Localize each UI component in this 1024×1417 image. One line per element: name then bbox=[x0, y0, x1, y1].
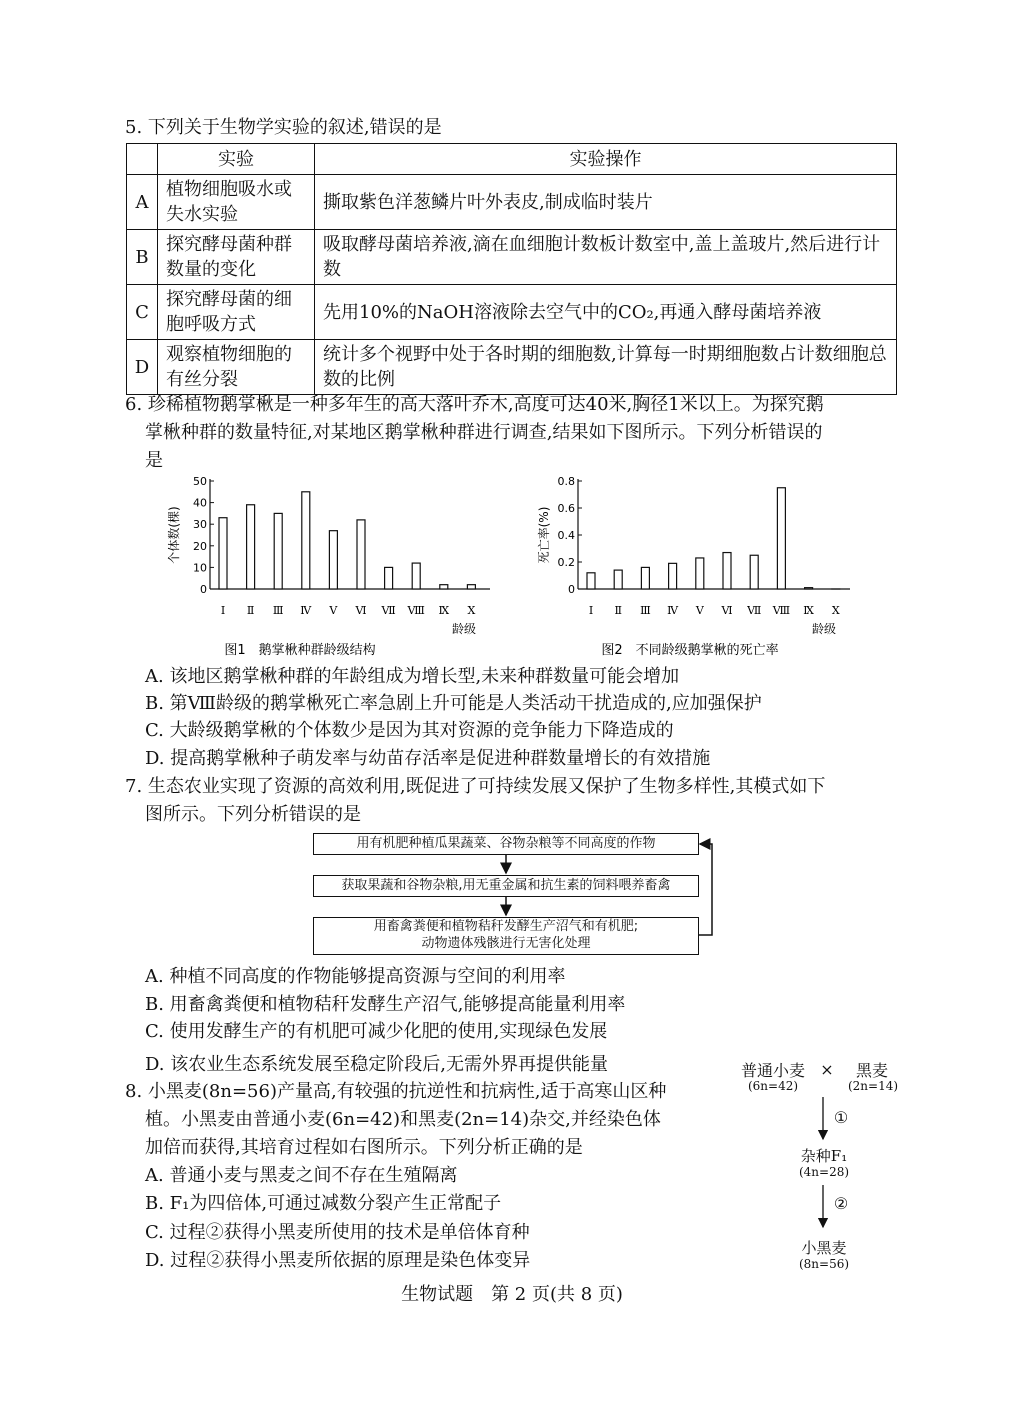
q8-option-c: C. 过程②获得小黑麦所使用的技术是单倍体育种 bbox=[145, 1222, 530, 1243]
bar bbox=[614, 570, 622, 589]
x-tick-label: Ⅶ bbox=[381, 604, 396, 617]
y-tick-label: 0.6 bbox=[557, 502, 575, 515]
bar bbox=[587, 573, 595, 589]
x-tick-label: Ⅲ bbox=[272, 604, 284, 617]
bar bbox=[219, 518, 227, 589]
parent2-label: 黑麦 bbox=[855, 1061, 888, 1080]
x-tick-label: Ⅴ bbox=[695, 604, 704, 617]
x-tick-label: Ⅱ bbox=[614, 604, 622, 617]
q6-option-b: B. 第Ⅷ龄级的鹅掌楸死亡率急剧上升可能是人类活动干扰造成的,应加强保护 bbox=[145, 693, 762, 714]
flow-box-3-line2: 动物遗体残骸进行无害化处理 bbox=[421, 936, 591, 951]
table-row bbox=[127, 175, 897, 230]
f1-chromosomes: (4n=28) bbox=[798, 1165, 850, 1179]
bar bbox=[805, 588, 813, 589]
row-operation: 吸取酵母菌培养液,滴在血细胞计数板计数室中,盖上盖玻片,然后进行计数 bbox=[315, 230, 897, 285]
q8-stem-line2: 植。小黑麦由普通小麦(6n=42)和黑麦(2n=14)杂交,并经染色体 bbox=[145, 1109, 661, 1130]
bar bbox=[357, 520, 365, 589]
page-footer: 生物试题 第 2 页(共 8 页) bbox=[401, 1284, 623, 1305]
x-tick-label: Ⅰ bbox=[220, 604, 226, 617]
x-tick-label: Ⅷ bbox=[407, 604, 425, 617]
y-tick-label: 0.2 bbox=[557, 556, 575, 569]
q7-option-d: D. 该农业生态系统发展至稳定阶段后,无需外界再提供能量 bbox=[145, 1054, 608, 1075]
row-label: B bbox=[127, 230, 158, 285]
parent1-label: 普通小麦 bbox=[740, 1061, 805, 1080]
q6-option-c: C. 大龄级鹅掌楸的个体数少是因为其对资源的竞争能力下降造成的 bbox=[145, 720, 674, 741]
bar bbox=[329, 531, 337, 589]
x-tick-label: Ⅴ bbox=[329, 604, 338, 617]
x-tick-label: Ⅸ bbox=[438, 604, 450, 617]
flow-box-1: 用有机肥种植瓜果蔬菜、谷物杂粮等不同高度的作物 bbox=[313, 833, 699, 855]
bar bbox=[669, 563, 677, 589]
chart-mortality bbox=[530, 470, 870, 660]
parent2-chromosomes: (2n=14) bbox=[847, 1079, 899, 1093]
bar bbox=[696, 558, 704, 589]
x-tick-label: Ⅳ bbox=[667, 604, 679, 617]
row-label: A bbox=[127, 175, 158, 230]
bar bbox=[777, 488, 785, 589]
bar bbox=[247, 505, 255, 589]
product-label: 小黑麦 bbox=[801, 1239, 847, 1257]
bar bbox=[723, 553, 731, 589]
x-tick-label: Ⅵ bbox=[721, 604, 733, 617]
q7-option-c: C. 使用发酵生产的有机肥可减少化肥的使用,实现绿色发展 bbox=[145, 1021, 608, 1042]
table-row bbox=[127, 340, 897, 395]
x-tick-label: Ⅲ bbox=[640, 604, 651, 617]
x-tick-label: Ⅸ bbox=[803, 604, 814, 617]
table-header-experiment: 实验 bbox=[158, 144, 315, 175]
arrow-loop-icon bbox=[699, 844, 712, 935]
step1-label: ① bbox=[833, 1108, 849, 1127]
q6-stem-line3: 是 bbox=[145, 450, 163, 471]
row-experiment: 植物细胞吸水或失水实验 bbox=[158, 175, 315, 230]
chart-title: 图1 鹅掌楸种群龄级结构 bbox=[224, 643, 376, 658]
y-tick-label: 0.8 bbox=[557, 475, 575, 488]
x-tick-label: Ⅱ bbox=[246, 604, 255, 617]
f1-label: 杂种F₁ bbox=[800, 1147, 848, 1165]
product-chromosomes: (8n=56) bbox=[798, 1257, 850, 1271]
y-tick-label: 30 bbox=[193, 518, 207, 532]
x-tick-label: Ⅰ bbox=[588, 604, 594, 617]
q8-stem-line3: 加倍而获得,其培育过程如右图所示。下列分析正确的是 bbox=[145, 1137, 583, 1158]
x-tick-label: Ⅹ bbox=[467, 604, 476, 617]
y-tick-label: 0 bbox=[200, 583, 207, 596]
table-header-operation: 实验操作 bbox=[315, 144, 897, 175]
y-tick-label: 40 bbox=[193, 496, 207, 510]
q8-option-b: B. F₁为四倍体,可通过减数分裂产生正常配子 bbox=[145, 1193, 502, 1214]
table-row bbox=[127, 230, 897, 285]
q7-option-b: B. 用畜禽粪便和植物秸秆发酵生产沼气,能够提高能量利用率 bbox=[145, 994, 626, 1015]
x-tick-label: Ⅶ bbox=[747, 604, 762, 617]
q8-option-a: A. 普通小麦与黑麦之间不存在生殖隔离 bbox=[145, 1165, 458, 1186]
q7-option-a: A. 种植不同高度的作物能够提高资源与空间的利用率 bbox=[145, 966, 566, 987]
bar bbox=[274, 513, 282, 589]
bar bbox=[641, 567, 649, 589]
q6-option-a: A. 该地区鹅掌楸种群的年龄组成为增长型,未来种群数量可能会增加 bbox=[145, 666, 680, 687]
y-axis-label: 个体数(棵) bbox=[167, 506, 181, 564]
row-operation: 统计多个视野中处于各时期的细胞数,计算每一时期细胞数占计数细胞总数的比例 bbox=[315, 340, 897, 395]
x-tick-label: Ⅳ bbox=[300, 604, 312, 617]
flow-arrows bbox=[300, 830, 720, 960]
row-label: D bbox=[127, 340, 158, 395]
q7-stem-line2: 图所示。下列分析错误的是 bbox=[145, 804, 361, 825]
y-tick-label: 50 bbox=[193, 475, 207, 488]
x-axis-label: 龄级 bbox=[811, 622, 837, 636]
y-tick-label: 20 bbox=[193, 539, 207, 553]
step2-label: ② bbox=[833, 1194, 849, 1213]
row-operation: 撕取紫色洋葱鳞片叶外表皮,制成临时装片 bbox=[315, 175, 897, 230]
x-tick-label: Ⅹ bbox=[831, 604, 840, 617]
bar bbox=[440, 585, 448, 589]
row-experiment: 探究酵母菌的细胞呼吸方式 bbox=[158, 285, 315, 340]
y-tick-label: 0 bbox=[568, 583, 575, 596]
chart-age-structure bbox=[160, 470, 500, 660]
parent1-chromosomes: (6n=42) bbox=[747, 1079, 799, 1093]
y-tick-label: 10 bbox=[193, 561, 207, 575]
x-tick-label: Ⅷ bbox=[772, 604, 791, 617]
q7-stem-line1: 7. 生态农业实现了资源的高效利用,既促进了可持续发展又保护了生物多样性,其模式如下 bbox=[125, 776, 826, 797]
x-tick-label: Ⅵ bbox=[355, 604, 367, 617]
bar bbox=[385, 567, 393, 589]
bar bbox=[467, 585, 475, 589]
table-row bbox=[127, 285, 897, 340]
row-experiment: 探究酵母菌种群数量的变化 bbox=[158, 230, 315, 285]
q5-stem: 5. 下列关于生物学实验的叙述,错误的是 bbox=[125, 117, 442, 138]
q8-stem-line1: 8. 小黑麦(8n=56)产量高,有较强的抗逆性和抗病性,适于高寒山区种 bbox=[125, 1081, 667, 1102]
bar bbox=[302, 492, 310, 589]
q8-option-d: D. 过程②获得小黑麦所依据的原理是染色体变异 bbox=[145, 1250, 531, 1271]
q8-arrows bbox=[800, 1095, 850, 1245]
table-header-blank bbox=[127, 144, 158, 175]
flow-box-3-line1: 用畜禽粪便和植物秸秆发酵生产沼气和有机肥; bbox=[373, 919, 639, 934]
y-axis-label: 死亡率(%) bbox=[537, 506, 551, 564]
cross-symbol: × bbox=[820, 1060, 834, 1079]
bar bbox=[750, 555, 758, 589]
flow-box-2: 获取果蔬和谷物杂粮,用无重金属和抗生素的饲料喂养畜禽 bbox=[313, 875, 699, 897]
bar bbox=[412, 563, 420, 589]
row-experiment: 观察植物细胞的有丝分裂 bbox=[158, 340, 315, 395]
q6-option-d: D. 提高鹅掌楸种子萌发率与幼苗存活率是促进种群数量增长的有效措施 bbox=[145, 748, 711, 769]
row-operation: 先用10%的NaOH溶液除去空气中的CO₂,再通入酵母菌培养液 bbox=[315, 285, 897, 340]
chart-title: 图2 不同龄级鹅掌楸的死亡率 bbox=[601, 643, 779, 658]
x-axis-label: 龄级 bbox=[451, 622, 477, 636]
y-tick-label: 0.4 bbox=[557, 529, 575, 542]
row-label: C bbox=[127, 285, 158, 340]
q6-stem-line1: 6. 珍稀植物鹅掌楸是一种多年生的高大落叶乔木,高度可达40米,胸径1米以上。为探究鹅 bbox=[125, 394, 824, 415]
q6-stem-line2: 掌楸种群的数量特征,对某地区鹅掌楸种群进行调查,结果如下图所示。下列分析错误的 bbox=[145, 422, 823, 443]
q5-table bbox=[126, 143, 897, 395]
